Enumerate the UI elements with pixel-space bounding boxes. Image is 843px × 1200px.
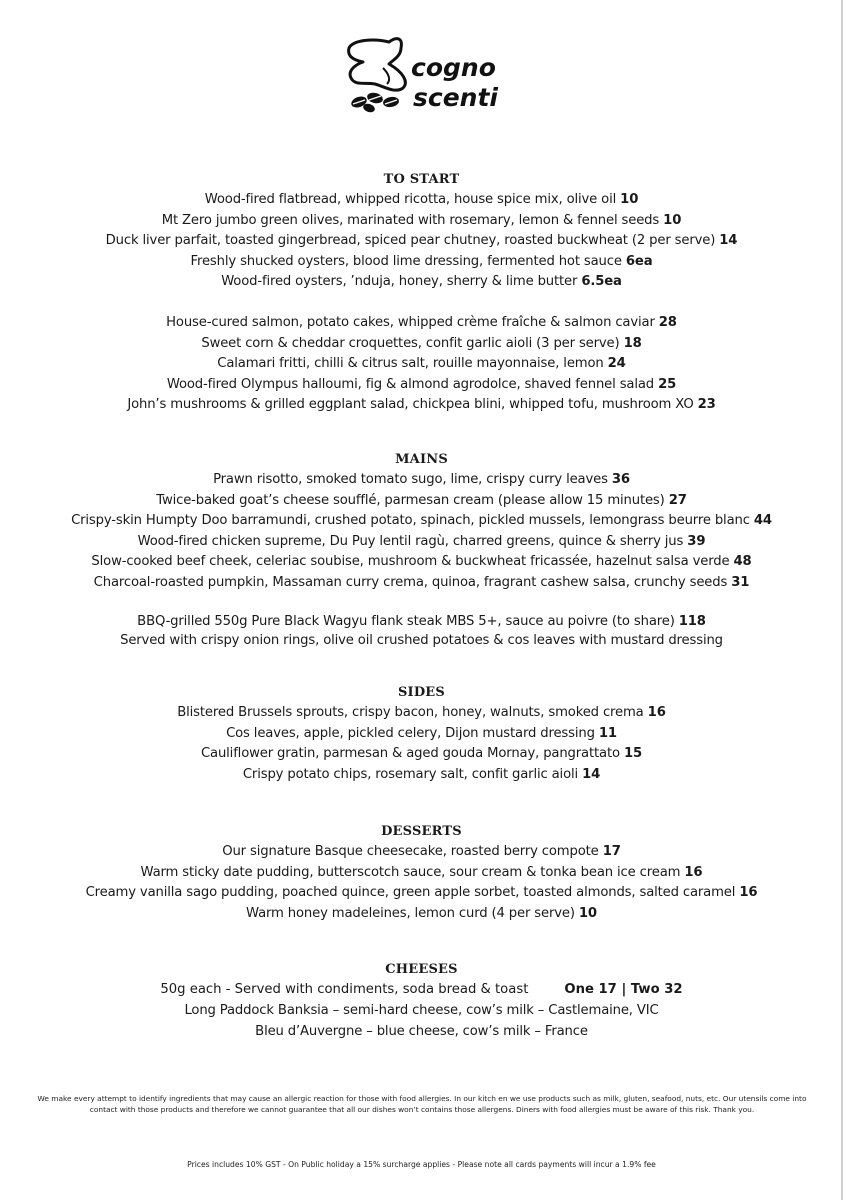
cheese-serving-price: One 17 | Two 32: [564, 982, 683, 997]
menu-item: Cos leaves, apple, pickled celery, Dijon mustard dressing 11: [226, 725, 617, 741]
menu-item-note: Served with crispy onion rings, olive oil crushed potatoes & cos leaves with mustard dressing: [120, 632, 723, 648]
menu-item: Blistered Brussels sprouts, crispy bacon, honey, walnuts, smoked crema 16: [177, 705, 666, 720]
section-title: CHEESES: [385, 962, 458, 977]
menu-item: Warm honey madeleines, lemon curd (4 per serve) 10: [246, 905, 597, 921]
menu-item: Sweet corn & cheddar croquettes, confit garlic aioli (3 per serve) 18: [201, 335, 642, 351]
menu-item: John’s mushrooms & grilled eggplant salad, chickpea blini, whipped tofu, mushroom XO 23: [127, 397, 716, 413]
cheese-item: Long Paddock Banksia – semi-hard cheese, cow’s milk – Castlemaine, VIC: [184, 1003, 659, 1018]
menu-item: Slow-cooked beef cheek, celeriac soubise, mushroom & buckwheat fricassée, hazelnut salsa verde 48: [91, 554, 752, 570]
menu-item: Crispy potato chips, rosemary salt, confit garlic aioli 14: [242, 766, 601, 782]
section-to-start: [0, 169, 843, 416]
menu-item: Prawn risotto, smoked tomato sugo, lime, crispy curry leaves 36: [213, 472, 630, 487]
menu-item: Our signature Basque cheesecake, roasted berry compote 17: [222, 844, 621, 859]
menu-item: Mt Zero jumbo green olives, marinated with rosemary, lemon & fennel seeds 10: [161, 212, 682, 228]
menu-item: Wood-fired flatbread, whipped ricotta, house spice mix, olive oil 10: [204, 192, 639, 207]
menu-item: House-cured salmon, potato cakes, whipped crème fraîche & salmon caviar 28: [166, 314, 677, 330]
allergy-notice: We make every attempt to identify ingredients that may cause an allergic reaction for those with food allergies. In our kitch en we use products such as milk, gluten, seafood, nuts, etc. Our utensils come into contact with those products and therefore we cannot guarantee that all our dishes won’t contains those allergens. Diners with food allergies must be aware of this risk. Thank you.: [37, 1094, 807, 1114]
section-title: TO START: [383, 172, 460, 187]
cognoscenti-logo: [343, 34, 503, 114]
cheese-item: Bleu d’Auvergne – blue cheese, cow’s milk – France: [255, 1023, 588, 1039]
section-desserts: [0, 821, 843, 924]
menu-item: Creamy vanilla sago pudding, poached quince, green apple sorbet, toasted almonds, salted caramel 16: [85, 885, 758, 901]
menu-item: Freshly shucked oysters, blood lime dressing, fermented hot sauce 6ea: [190, 253, 653, 269]
section-cheeses: [0, 959, 843, 1042]
cheese-serving-line: [0, 980, 843, 1001]
section-title: DESSERTS: [381, 824, 462, 839]
menu-item: Calamari fritti, chilli & citrus salt, rouille mayonnaise, lemon 24: [217, 356, 626, 372]
menu-item: Crispy-skin Humpty Doo barramundi, crushed potato, spinach, pickled mussels, lemongrass beurre blanc 44: [71, 513, 772, 529]
menu-item: Charcoal-roasted pumpkin, Massaman curry crema, quinoa, fragrant cashew salsa, crunchy seeds 31: [93, 574, 750, 590]
section-title: SIDES: [397, 685, 446, 700]
menu-item: BBQ-grilled 550g Pure Black Wagyu flank steak MBS 5+, sauce au poivre (to share) 118: [137, 613, 706, 629]
logo-text-scenti: scenti: [413, 83, 498, 112]
menu-item: Duck liver parfait, toasted gingerbread, spiced pear chutney, roasted buckwheat (2 per serve) 14: [105, 233, 738, 249]
menu-item: Wood-fired chicken supreme, Du Puy lentil ragù, charred greens, quince & sherry jus 39: [137, 533, 706, 549]
menu-item: Cauliflower gratin, parmesan & aged gouda Mornay, pangrattato 15: [200, 746, 643, 762]
section-sides: [0, 682, 843, 785]
section-mains: [0, 449, 843, 650]
pricing-footer: Prices includes 10% GST - On Public holiday a 15% surcharge applies - Please note all cards payments will incur a 1.9% fee: [187, 1160, 656, 1169]
menu-item: Twice-baked goat’s cheese soufflé, parmesan cream (please allow 15 minutes) 27: [156, 492, 687, 508]
menu-item: Wood-fired oysters, ’nduja, honey, sherry & lime butter 6.5ea: [221, 274, 622, 290]
logo-text-cogno: cogno: [411, 53, 496, 82]
section-title: MAINS: [395, 452, 448, 467]
menu-item: Warm sticky date pudding, butterscotch sauce, sour cream & tonka bean ice cream 16: [140, 864, 703, 880]
menu-item: Wood-fired Olympus halloumi, fig & almond agrodolce, shaved fennel salad 25: [166, 376, 677, 392]
cheese-serving-terms: 50g each - Served with condiments, soda bread & toast: [160, 982, 529, 997]
